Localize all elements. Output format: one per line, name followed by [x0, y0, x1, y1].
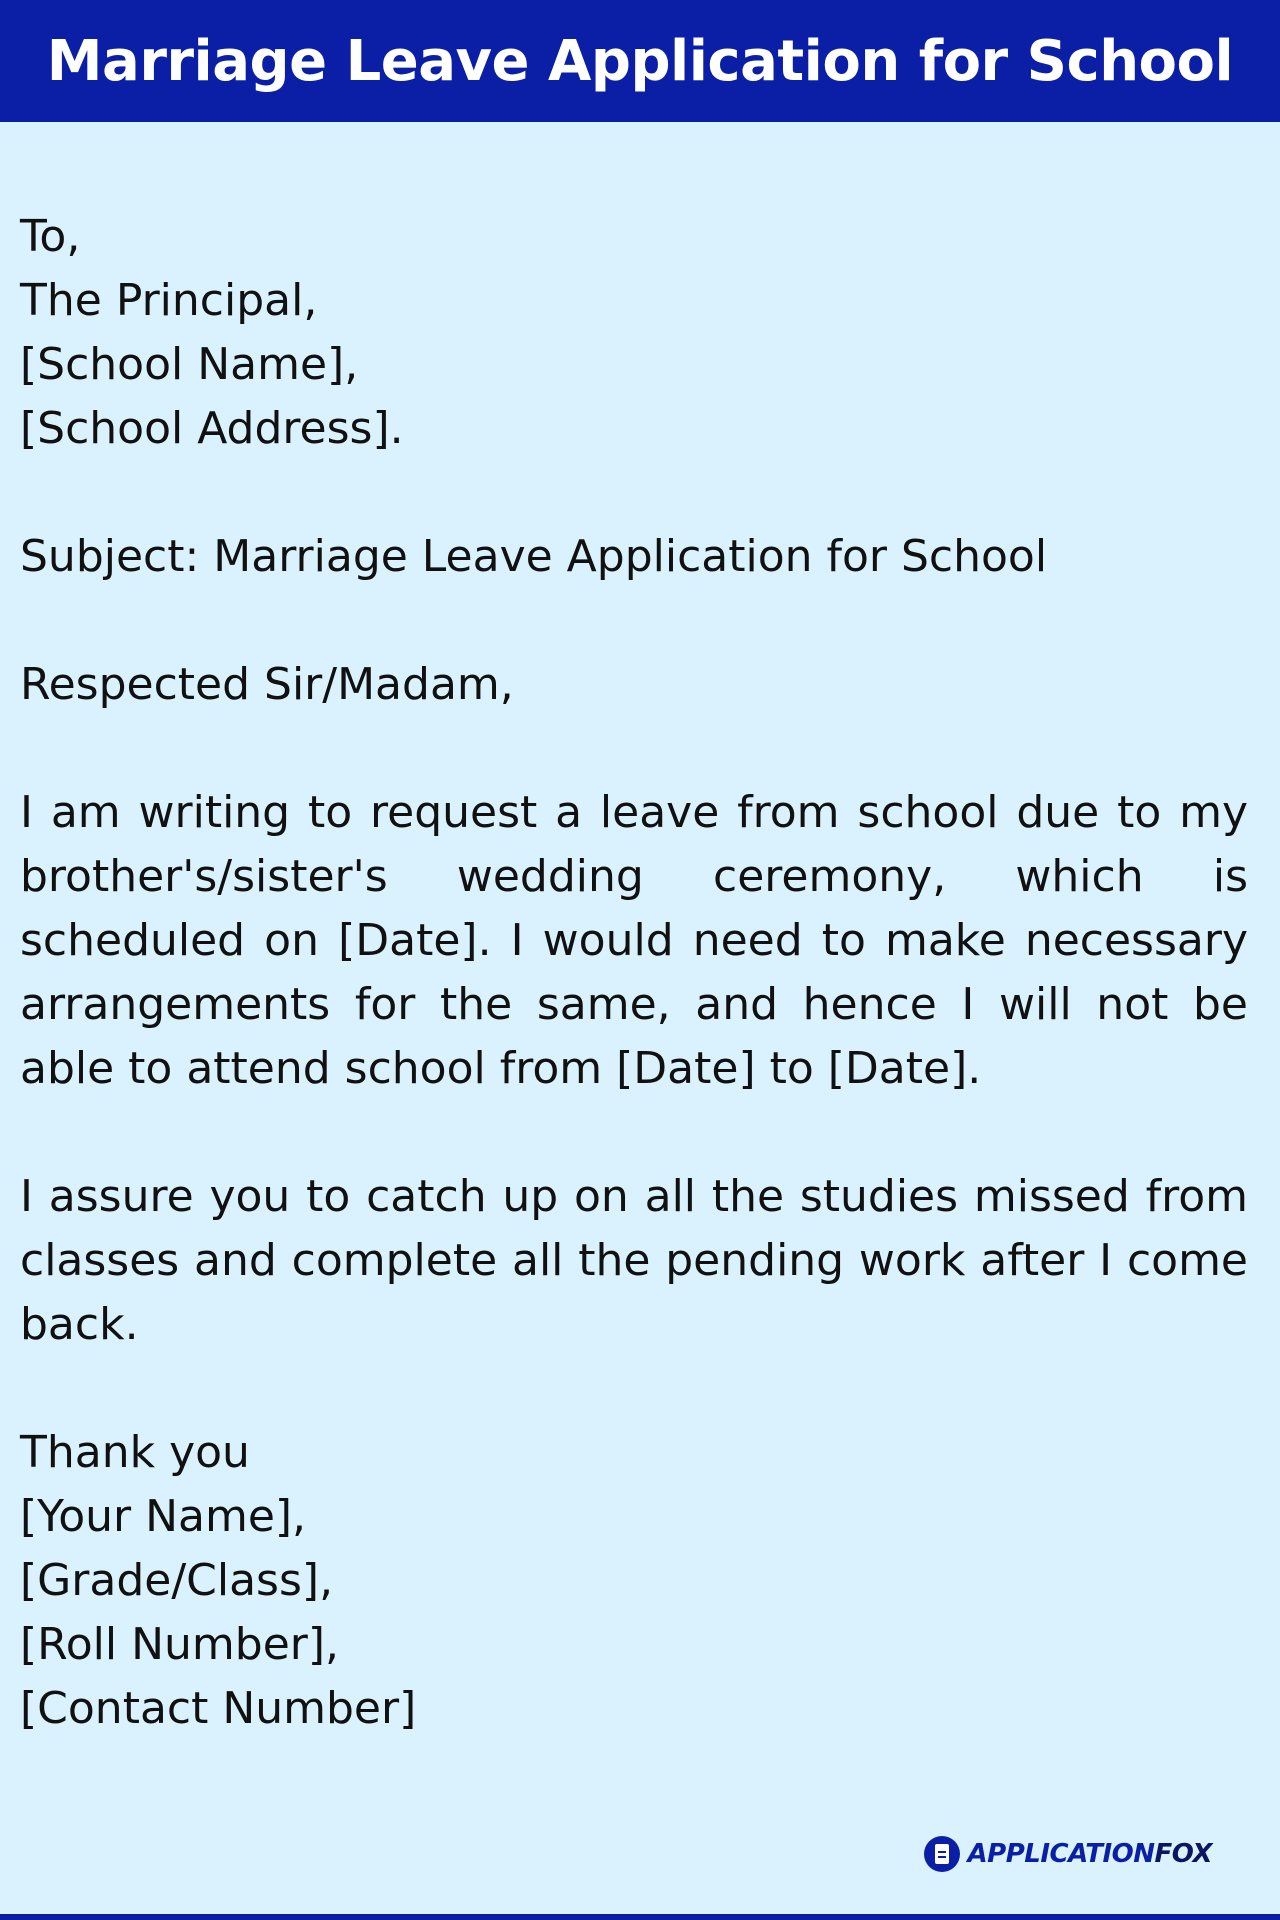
header-banner	[0, 0, 1280, 122]
salutation: Respected Sir/Madam,	[20, 659, 514, 710]
closing-line: Thank you	[20, 1427, 250, 1478]
closing-line: [Your Name],	[20, 1491, 307, 1542]
brand-logo	[924, 1836, 1212, 1872]
address-line: [School Name],	[20, 339, 359, 390]
address-line: [School Address].	[20, 403, 404, 454]
closing-block	[20, 1421, 1248, 1741]
subject-line: Subject: Marriage Leave Application for School	[20, 531, 1048, 582]
address-line: To,	[20, 211, 81, 262]
body-paragraph: I am writing to request a leave from school due to my brother's/sister's wedding ceremony, which is scheduled on [Date]. I would need to make necessary arrangements for the same, and hence I will not be able to attend school from [Date] to [Date].	[20, 787, 1248, 1094]
page-title: Marriage Leave Application for School	[46, 28, 1234, 94]
brand-logo-part1: APPLICATION	[967, 1839, 1155, 1869]
letter-body	[20, 205, 1248, 1741]
recipient-address	[20, 205, 1248, 461]
address-line: The Principal,	[20, 275, 318, 326]
closing-line: [Grade/Class],	[20, 1555, 334, 1606]
brand-logo-text	[968, 1839, 1212, 1869]
closing-line: [Roll Number],	[20, 1619, 340, 1670]
bottom-divider	[0, 1914, 1280, 1920]
body-paragraph: I assure you to catch up on all the studies missed from classes and complete all the pending work after I come back.	[20, 1171, 1248, 1350]
document-icon	[924, 1836, 960, 1872]
brand-logo-part2: FOX	[1154, 1839, 1212, 1869]
closing-line: [Contact Number]	[20, 1683, 417, 1734]
